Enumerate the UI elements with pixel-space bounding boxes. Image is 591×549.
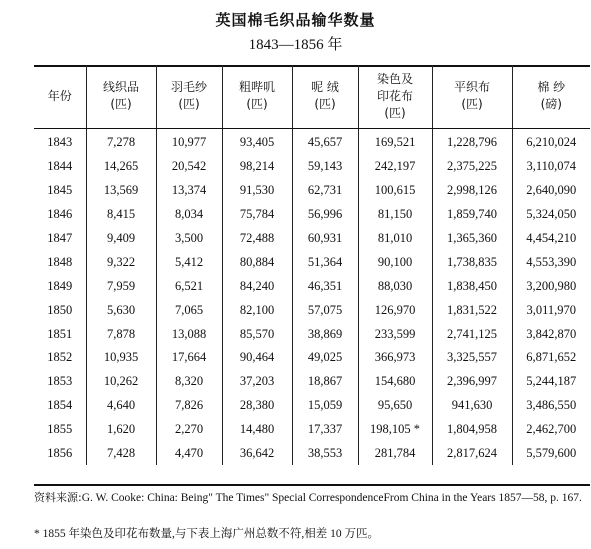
column-header: [34, 65, 86, 127]
year-cell: 1855: [47, 422, 73, 437]
value-cell: 5,324,050: [512, 203, 590, 227]
value-cell: 95,650: [358, 394, 432, 418]
column-header-text: (匹): [314, 97, 336, 111]
column-header-text: 羽毛纱: [170, 80, 207, 94]
value-cell: 8,320: [156, 370, 222, 394]
value-cell: 57,075: [292, 298, 358, 322]
table-row: [34, 203, 590, 227]
value-cell: 1,831,522: [432, 298, 512, 322]
column-header-text: (匹): [384, 105, 406, 120]
source-text: G. W. Cooke: China: Being" The Times" Special CorrespondenceFrom China in the Years 1857—58, p. 167.: [81, 492, 582, 504]
value-cell: 198,105 *: [358, 418, 432, 442]
value-cell: 18,867: [292, 370, 358, 394]
column-header: [358, 65, 432, 127]
value-cell: 6,210,024: [512, 127, 590, 155]
source-label: 资料来源:: [34, 491, 82, 504]
value-cell: 4,640: [86, 394, 156, 418]
value-cell: 10,262: [86, 370, 156, 394]
value-cell: 17,337: [292, 418, 358, 442]
table-row: [34, 298, 590, 322]
value-cell: 3,500: [156, 227, 222, 251]
value-cell: 242,197: [358, 155, 432, 179]
value-cell: 93,405: [222, 127, 292, 155]
value-cell: 5,412: [156, 250, 222, 274]
column-header-text: 年份: [47, 88, 72, 103]
value-cell: 2,741,125: [432, 322, 512, 346]
value-cell: 281,784: [358, 442, 432, 466]
table-row: [34, 127, 590, 155]
value-cell: 17,664: [156, 346, 222, 370]
table-row: [34, 418, 590, 442]
value-cell: 233,599: [358, 322, 432, 346]
table-row: [34, 227, 590, 251]
header-rule: [34, 128, 590, 129]
value-cell: 2,998,126: [432, 179, 512, 203]
column-header-text: 染色及: [376, 71, 413, 86]
value-cell: 1,738,835: [432, 250, 512, 274]
value-cell: 3,200,980: [512, 274, 590, 298]
value-cell: 6,871,652: [512, 346, 590, 370]
value-cell: 2,817,624: [432, 442, 512, 466]
table-row: [34, 250, 590, 274]
value-cell: 7,065: [156, 298, 222, 322]
column-header-text: (匹): [110, 97, 132, 111]
value-cell: 82,100: [222, 298, 292, 322]
column-header-text: 印花布: [376, 88, 413, 103]
value-cell: 7,959: [86, 274, 156, 298]
year-cell: 1848: [47, 254, 73, 269]
value-cell: 3,486,550: [512, 394, 590, 418]
value-cell: 10,935: [86, 346, 156, 370]
value-cell: 88,030: [358, 274, 432, 298]
value-cell: 90,100: [358, 250, 432, 274]
column-header: [222, 65, 292, 127]
value-cell: 3,011,970: [512, 298, 590, 322]
year-cell: 1854: [47, 398, 73, 413]
value-cell: 8,415: [86, 203, 156, 227]
header-row: [34, 65, 590, 127]
table-title: 英国棉毛织品输华数量: [215, 11, 376, 29]
value-cell: 9,322: [86, 250, 156, 274]
value-cell: 46,351: [292, 274, 358, 298]
table-row: [34, 322, 590, 346]
value-cell: 7,826: [156, 394, 222, 418]
year-cell: 1850: [47, 302, 73, 317]
value-cell: 81,150: [358, 203, 432, 227]
value-cell: 154,680: [358, 370, 432, 394]
value-cell: 13,569: [86, 179, 156, 203]
table-row: [34, 442, 590, 466]
column-header: [432, 65, 512, 127]
year-cell: 1852: [47, 350, 73, 365]
value-cell: 20,542: [156, 155, 222, 179]
column-header: [156, 65, 222, 127]
value-cell: 4,454,210: [512, 227, 590, 251]
table-row: [34, 179, 590, 203]
year-cell: 1846: [47, 207, 73, 222]
year-cell: 1843: [47, 135, 73, 150]
value-cell: 37,203: [222, 370, 292, 394]
year-cell: 1849: [47, 278, 73, 293]
table-row: [34, 346, 590, 370]
value-cell: 7,278: [86, 127, 156, 155]
year-cell: 1845: [47, 183, 73, 198]
value-cell: 98,214: [222, 155, 292, 179]
value-cell: 1,365,360: [432, 227, 512, 251]
value-cell: 56,996: [292, 203, 358, 227]
value-cell: 7,878: [86, 322, 156, 346]
value-cell: 81,010: [358, 227, 432, 251]
value-cell: 80,884: [222, 250, 292, 274]
table-row: [34, 394, 590, 418]
table-row: [34, 370, 590, 394]
value-cell: 2,270: [156, 418, 222, 442]
value-cell: 13,374: [156, 179, 222, 203]
value-cell: 28,380: [222, 394, 292, 418]
value-cell: 3,842,870: [512, 322, 590, 346]
column-header-text: 呢 绒: [311, 80, 339, 94]
value-cell: 169,521: [358, 127, 432, 155]
value-cell: 126,970: [358, 298, 432, 322]
value-cell: 1,838,450: [432, 274, 512, 298]
value-cell: 1,859,740: [432, 203, 512, 227]
value-cell: 941,630: [432, 394, 512, 418]
column-header-text: (匹): [461, 97, 483, 111]
value-cell: 1,228,796: [432, 127, 512, 155]
value-cell: 5,630: [86, 298, 156, 322]
value-cell: 14,480: [222, 418, 292, 442]
value-cell: 75,784: [222, 203, 292, 227]
table-row: [34, 274, 590, 298]
value-cell: 9,409: [86, 227, 156, 251]
value-cell: 5,244,187: [512, 370, 590, 394]
column-header-text: 线织品: [102, 80, 139, 94]
value-cell: 2,462,700: [512, 418, 590, 442]
column-header: [86, 65, 156, 127]
column-header-text: (匹): [178, 97, 200, 111]
column-header-text: 粗哔叽: [238, 80, 275, 94]
value-cell: 1,804,958: [432, 418, 512, 442]
value-cell: 2,640,090: [512, 179, 590, 203]
table-body: [34, 127, 590, 465]
value-cell: 13,088: [156, 322, 222, 346]
value-cell: 45,657: [292, 127, 358, 155]
value-cell: 91,530: [222, 179, 292, 203]
column-header: [292, 65, 358, 127]
value-cell: 15,059: [292, 394, 358, 418]
footnote: * 1855 年染色及印花布数量,与下表上海广州总数不符,相差 10 万匹。: [34, 528, 379, 540]
value-cell: 38,553: [292, 442, 358, 466]
column-header-text: 平织布: [453, 80, 490, 94]
column-header-text: 棉 纱: [537, 80, 566, 94]
value-cell: 7,428: [86, 442, 156, 466]
value-cell: 36,642: [222, 442, 292, 466]
value-cell: 3,110,074: [512, 155, 590, 179]
value-cell: 59,143: [292, 155, 358, 179]
year-cell: 1847: [47, 231, 73, 245]
value-cell: 1,620: [86, 418, 156, 442]
column-header-text: (匹): [246, 97, 268, 111]
value-cell: 2,396,997: [432, 370, 512, 394]
value-cell: 14,265: [86, 155, 156, 179]
value-cell: 8,034: [156, 203, 222, 227]
value-cell: 72,488: [222, 227, 292, 251]
value-cell: 5,579,600: [512, 442, 590, 466]
value-cell: 85,570: [222, 322, 292, 346]
value-cell: 2,375,225: [432, 155, 512, 179]
year-cell: 1844: [47, 159, 73, 174]
year-cell: 1853: [47, 374, 73, 389]
year-cell: 1851: [47, 326, 73, 341]
table-subtitle: 1843—1856 年: [248, 37, 343, 53]
column-header: [512, 65, 590, 127]
value-cell: 84,240: [222, 274, 292, 298]
value-cell: 60,931: [292, 227, 358, 251]
value-cell: 366,973: [358, 346, 432, 370]
table-row: [34, 155, 590, 179]
value-cell: 3,325,557: [432, 346, 512, 370]
value-cell: 51,364: [292, 250, 358, 274]
value-cell: 4,553,390: [512, 250, 590, 274]
value-cell: 90,464: [222, 346, 292, 370]
value-cell: 10,977: [156, 127, 222, 155]
value-cell: 4,470: [156, 442, 222, 466]
data-table: [34, 65, 590, 465]
value-cell: 49,025: [292, 346, 358, 370]
value-cell: 6,521: [156, 274, 222, 298]
bottom-rule: [34, 484, 590, 486]
source-note: [34, 490, 590, 506]
value-cell: 38,869: [292, 322, 358, 346]
year-cell: 1856: [47, 446, 73, 461]
value-cell: 100,615: [358, 179, 432, 203]
column-header-text: (磅): [540, 97, 562, 111]
value-cell: 62,731: [292, 179, 358, 203]
